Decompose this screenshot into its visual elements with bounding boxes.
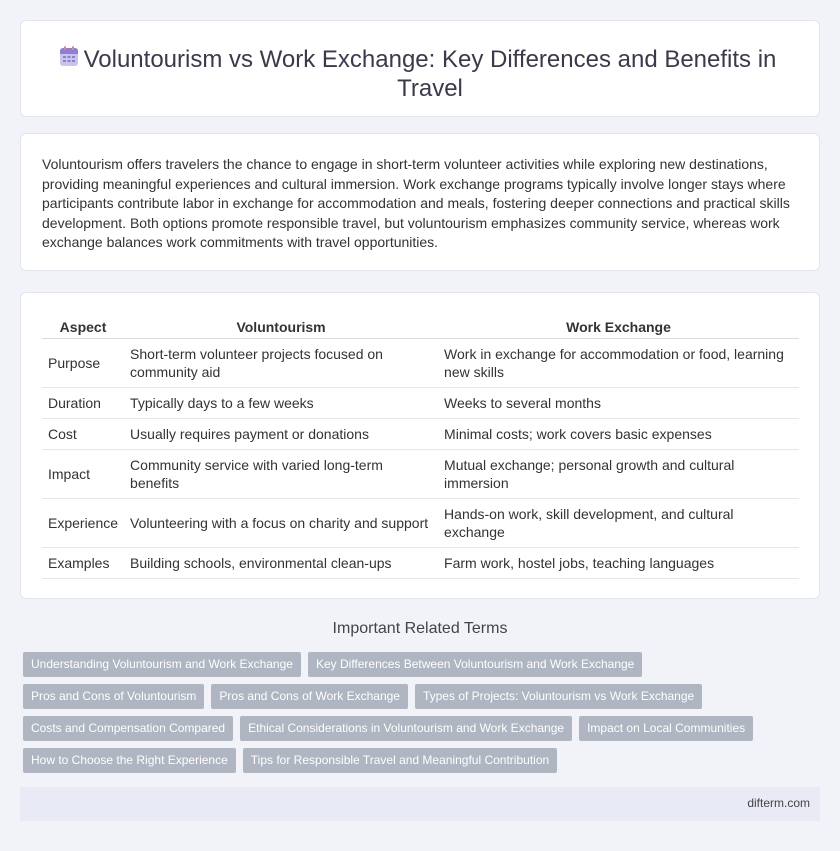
comparison-table <box>42 316 799 579</box>
cell-work-exchange: Farm work, hostel jobs, teaching languages <box>438 547 799 578</box>
cell-work-exchange: Hands-on work, skill development, and cultural exchange <box>438 498 799 547</box>
cell-aspect: Examples <box>42 547 124 578</box>
related-terms-title: Important Related Terms <box>332 620 508 637</box>
related-term-tag[interactable]: Tips for Responsible Travel and Meaningful Contribution <box>243 748 557 773</box>
cell-aspect: Purpose <box>42 338 124 387</box>
table-row <box>42 498 799 547</box>
header-voluntourism: Voluntourism <box>124 316 438 338</box>
cell-voluntourism: Usually requires payment or donations <box>124 418 438 449</box>
related-term-tag[interactable]: Pros and Cons of Voluntourism <box>23 684 204 709</box>
cell-voluntourism: Short-term volunteer projects focused on community aid <box>124 338 438 387</box>
table-header-row <box>42 316 799 338</box>
tag-row <box>23 652 803 677</box>
related-term-tag[interactable]: Costs and Compensation Compared <box>23 716 233 741</box>
table-row <box>42 418 799 449</box>
related-term-tag[interactable]: Types of Projects: Voluntourism vs Work Exchange <box>415 684 702 709</box>
cell-aspect: Experience <box>42 498 124 547</box>
cell-work-exchange: Work in exchange for accommodation or food, learning new skills <box>438 338 799 387</box>
footer-site-link[interactable]: difterm.com <box>747 796 810 810</box>
cell-voluntourism: Community service with varied long-term benefits <box>124 449 438 498</box>
header-aspect: Aspect <box>42 316 124 338</box>
cell-voluntourism: Building schools, environmental clean-ups <box>124 547 438 578</box>
related-term-tag[interactable]: Impact on Local Communities <box>579 716 753 741</box>
cell-work-exchange: Minimal costs; work covers basic expenses <box>438 418 799 449</box>
tag-row <box>23 684 803 709</box>
related-term-tag[interactable]: Key Differences Between Voluntourism and Work Exchange <box>308 652 642 677</box>
header-card <box>20 20 820 117</box>
related-term-tag[interactable]: How to Choose the Right Experience <box>23 748 236 773</box>
cell-aspect: Impact <box>42 449 124 498</box>
footer <box>20 787 820 821</box>
cell-aspect: Cost <box>42 418 124 449</box>
comparison-table-card <box>20 292 820 599</box>
related-term-tag[interactable]: Pros and Cons of Work Exchange <box>211 684 408 709</box>
related-term-tag[interactable]: Ethical Considerations in Voluntourism and Work Exchange <box>240 716 572 741</box>
table-row <box>42 338 799 387</box>
cell-work-exchange: Weeks to several months <box>438 387 799 418</box>
related-term-tag[interactable]: Understanding Voluntourism and Work Exchange <box>23 652 301 677</box>
tag-row <box>23 716 803 741</box>
cell-voluntourism: Volunteering with a focus on charity and support <box>124 498 438 547</box>
intro-card <box>20 133 820 271</box>
header-work-exchange: Work Exchange <box>438 316 799 338</box>
cell-voluntourism: Typically days to a few weeks <box>124 387 438 418</box>
cell-work-exchange: Mutual exchange; personal growth and cultural immersion <box>438 449 799 498</box>
related-terms-list <box>23 652 803 780</box>
table-row <box>42 387 799 418</box>
tag-row <box>23 748 803 773</box>
table-row <box>42 449 799 498</box>
cell-aspect: Duration <box>42 387 124 418</box>
table-row <box>42 547 799 578</box>
page-title: Voluntourism vs Work Exchange: Key Differences and Benefits in Travel <box>83 46 777 102</box>
intro-paragraph: Voluntourism offers travelers the chance to engage in short-term volunteer activities while exploring new destinations, providing meaningful experiences and cultural immersion. Work exchange programs typically involve longer stays where participants contribute labor in exchange for accommodation and meals, fostering deeper connections and practical skills development. Both options promote responsible travel, but voluntourism emphasizes community service, whereas work exchange balances work commitments with travel opportunities. <box>42 156 790 250</box>
